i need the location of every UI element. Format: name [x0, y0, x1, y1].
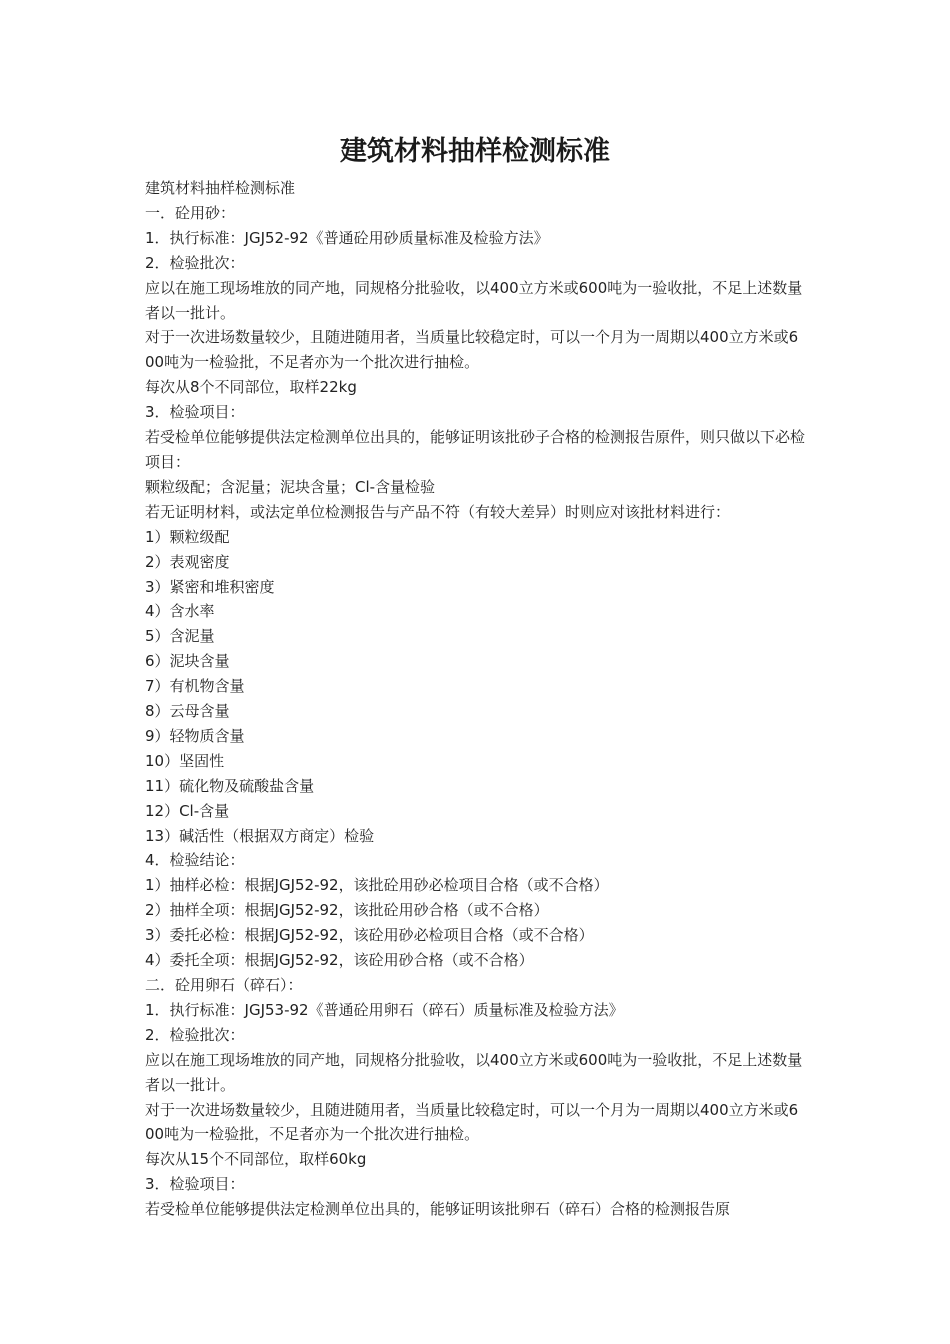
list-item: 13）碱活性（根据双方商定）检验 — [145, 826, 375, 845]
paragraph: 应以在施工现场堆放的同产地，同规格分批验收，以400立方米或600吨为一验收批，不足上述数量者以一批计。 — [145, 1050, 803, 1094]
paragraph: 3．检验项目： — [145, 1175, 245, 1194]
paragraph: 2．检验批次： — [145, 1025, 245, 1044]
list-item: 4）含水率 — [145, 602, 215, 621]
list-item: 12）Cl-含量 — [145, 801, 230, 820]
paragraph: 对于一次进场数量较少，且随进随用者，当质量比较稳定时，可以一个月为一周期以400立方米或600吨为一检验批，不足者亦为一个批次进行抽检。 — [145, 328, 799, 372]
paragraph: 4．检验结论： — [145, 851, 245, 870]
section-heading: 二．砼用卵石（碎石）： — [145, 976, 303, 994]
list-item: 6）泥块含量 — [145, 652, 230, 671]
paragraph: 3．检验项目： — [145, 403, 245, 422]
list-item: 2）表观密度 — [145, 552, 230, 571]
document-title: 建筑材料抽样检测标准 — [340, 136, 610, 167]
paragraph: 颗粒级配；含泥量；泥块含量；Cl-含量检验 — [145, 477, 436, 496]
list-item: 2）抽样全项：根据JGJ52-92，该批砼用砂合格（或不合格） — [145, 901, 549, 920]
list-item: 1）颗粒级配 — [145, 527, 230, 546]
paragraph: 应以在施工现场堆放的同产地，同规格分批验收，以400立方米或600吨为一验收批，不足上述数量者以一批计。 — [145, 278, 803, 322]
document-body — [145, 176, 805, 1222]
paragraph: 建筑材料抽样检测标准 — [145, 179, 296, 197]
paragraph: 每次从8个不同部位，取样22kg — [145, 378, 357, 397]
list-item: 5）含泥量 — [145, 627, 215, 646]
list-item: 1）抽样必检：根据JGJ52-92，该批砼用砂必检项目合格（或不合格） — [145, 876, 609, 895]
section-heading: 一．砼用砂： — [145, 203, 236, 222]
paragraph: 若受检单位能够提供法定检测单位出具的，能够证明该批卵石（碎石）合格的检测报告原 — [145, 1200, 731, 1219]
list-item: 3）紧密和堆积密度 — [145, 577, 275, 596]
list-item: 7）有机物含量 — [145, 677, 245, 696]
paragraph: 对于一次进场数量较少，且随进随用者，当质量比较稳定时，可以一个月为一周期以400立方米或600吨为一检验批，不足者亦为一个批次进行抽检。 — [145, 1100, 799, 1144]
paragraph: 若受检单位能够提供法定检测单位出具的，能够证明该批砂子合格的检测报告原件，则只做以下必检项目： — [145, 428, 806, 471]
list-item: 10）坚固性 — [145, 751, 225, 770]
paragraph: 每次从15个不同部位，取样60kg — [145, 1150, 367, 1169]
paragraph: 1．执行标准：JGJ53-92《普通砼用卵石（碎石）质量标准及检验方法》 — [145, 1000, 624, 1019]
paragraph: 若无证明材料，或法定单位检测报告与产品不符（有较大差异）时则应对该批材料进行： — [145, 502, 731, 521]
list-item: 4）委托全项：根据JGJ52-92，该砼用砂合格（或不合格） — [145, 951, 534, 970]
list-item: 3）委托必检：根据JGJ52-92，该砼用砂必检项目合格（或不合格） — [145, 926, 594, 945]
paragraph: 1．执行标准：JGJ52-92《普通砼用砂质量标准及检验方法》 — [145, 228, 549, 247]
list-item: 9）轻物质含量 — [145, 726, 245, 745]
list-item: 11）硫化物及硫酸盐含量 — [145, 776, 315, 795]
list-item: 8）云母含量 — [145, 702, 230, 721]
paragraph: 2．检验批次： — [145, 253, 245, 272]
